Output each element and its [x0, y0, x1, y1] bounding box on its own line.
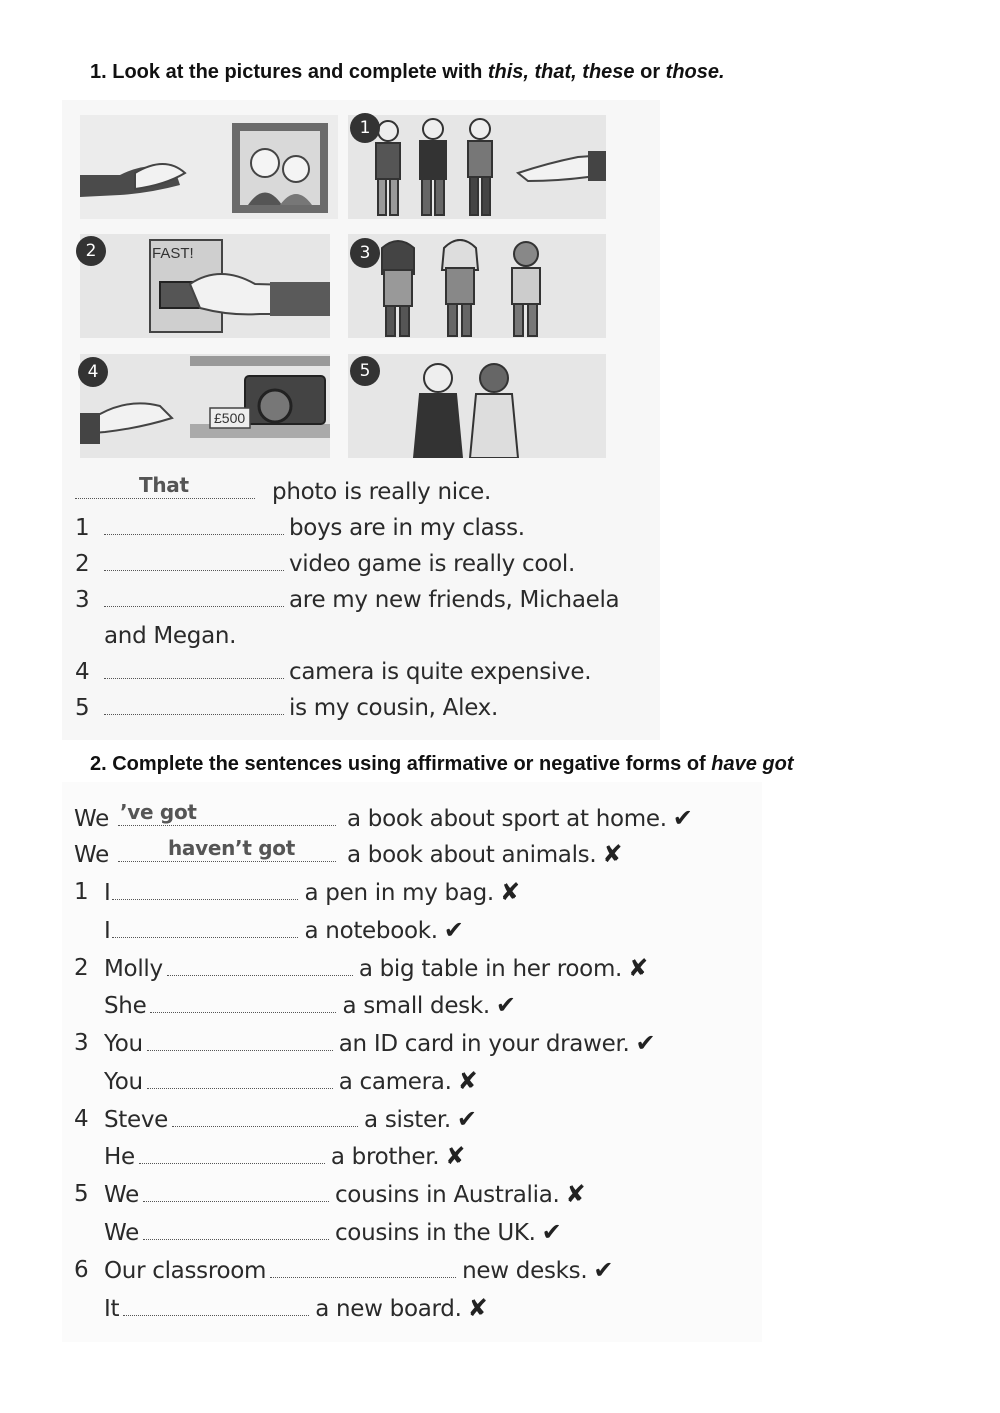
subject-text: He [104, 1144, 135, 1170]
subject-text: We [104, 1220, 139, 1246]
price-tag-text: £500 [214, 410, 246, 426]
exercise-1-item [104, 549, 575, 579]
answer-blank[interactable] [104, 552, 284, 571]
tick-icon: ✔ [443, 916, 464, 944]
tick-icon: ✔ [541, 1218, 562, 1246]
cross-icon: ✘ [628, 954, 648, 982]
picture-5-cousin [348, 354, 606, 458]
exercise-2-item [104, 1104, 477, 1135]
heading-text: 1. Look at the pictures and complete with [90, 61, 488, 83]
item-number: 5 [75, 695, 90, 721]
sentence-text: cousins in the UK. [334, 1220, 536, 1246]
sentence-text: cousins in Australia. [334, 1182, 560, 1208]
cross-icon: ✘ [499, 878, 520, 906]
item-number: 6 [74, 1257, 89, 1283]
sentence-text: a small desk. [342, 993, 490, 1019]
exercise-1-item [104, 693, 498, 723]
heading-text: or [634, 61, 666, 83]
three-girls-illustration [348, 234, 606, 338]
subject-text: We [74, 842, 109, 868]
answer-blank[interactable] [270, 1259, 456, 1278]
exercise-1-example [75, 473, 492, 507]
exercise-2-item [104, 877, 520, 908]
subject-text: I [104, 918, 111, 944]
answer-blank[interactable] [167, 957, 353, 976]
hand-pointing-photo-illustration [80, 115, 338, 219]
cross-icon: ✘ [602, 840, 623, 868]
answer-blank[interactable] [112, 919, 298, 938]
exercise-2-item [104, 1255, 613, 1286]
hand-holding-game-illustration [80, 234, 330, 338]
answer-blank[interactable] [104, 588, 284, 607]
answer-blank[interactable] [75, 473, 255, 499]
sign-text: FAST! [152, 245, 194, 262]
subject-text: She [104, 993, 147, 1019]
answer-blank[interactable] [143, 1221, 329, 1240]
exercise-2-item [104, 990, 516, 1021]
sentence-text: a camera. [338, 1069, 452, 1095]
picture-number-badge: 4 [78, 357, 108, 387]
sentence-text: an ID card in your drawer. [338, 1031, 630, 1057]
subject-text: Our classroom [104, 1258, 267, 1284]
sentence-text: is my cousin, Alex. [289, 695, 498, 721]
answer-blank[interactable] [112, 881, 298, 900]
answer-blank[interactable] [104, 696, 284, 715]
answer-blank[interactable] [172, 1108, 358, 1127]
sentence-text: a book about animals. [346, 842, 597, 868]
item-number: 5 [74, 1181, 89, 1207]
exercise-1-item [104, 585, 619, 615]
cross-icon: ✘ [467, 1294, 488, 1322]
sentence-text: a brother. [330, 1144, 440, 1170]
exercise-2-example [74, 836, 623, 870]
subject-text: You [104, 1031, 143, 1057]
item-number: 1 [74, 879, 89, 905]
sentence-text: a pen in my bag. [304, 880, 494, 906]
answer-blank[interactable] [143, 1183, 329, 1202]
exercise-1-item [104, 657, 591, 687]
subject-text: I [104, 880, 111, 906]
sentence-text: a notebook. [304, 918, 438, 944]
example-answer: That [139, 473, 189, 497]
subject-text: Steve [104, 1107, 169, 1133]
picture-number-badge: 2 [76, 236, 106, 266]
picture-number-badge: 1 [350, 113, 380, 143]
sentence-text: new desks. [462, 1258, 588, 1284]
answer-blank[interactable] [118, 836, 336, 862]
answer-blank[interactable] [123, 1297, 309, 1316]
sentence-text: a book about sport at home. [346, 806, 667, 832]
item-number: 4 [75, 659, 90, 685]
exercise-2-item [104, 1179, 585, 1210]
cross-icon: ✘ [457, 1067, 478, 1095]
answer-blank[interactable] [139, 1145, 325, 1164]
sentence-text: photo is really nice. [272, 479, 492, 505]
subject-text: It [104, 1296, 120, 1322]
exercise-2-item [104, 1066, 477, 1097]
tick-icon: ✔ [593, 1256, 614, 1284]
sentence-text: camera is quite expensive. [289, 659, 592, 685]
tick-icon: ✔ [635, 1029, 656, 1057]
exercise-2-item [104, 953, 648, 984]
exercise-2-heading [90, 753, 794, 776]
item-number: 2 [75, 551, 90, 577]
item-number: 2 [74, 955, 89, 981]
answer-blank[interactable] [147, 1032, 333, 1051]
two-boys-illustration [348, 354, 606, 458]
sentence-text: a big table in her room. [358, 956, 623, 982]
sentence-text: are my new friends, Michaela [289, 587, 620, 613]
heading-text: 2. Complete the sentences using affirmative or negative forms of [90, 753, 712, 775]
sentence-text: video game is really cool. [289, 551, 575, 577]
heading-italic-words: have got [711, 753, 794, 775]
example-answer: ’ve got [119, 800, 197, 824]
exercise-2-item [104, 915, 464, 946]
picture-2-video-game [80, 234, 330, 338]
item-number: 3 [74, 1030, 89, 1056]
exercise-2-item [104, 1293, 487, 1324]
example-answer: haven’t got [167, 836, 295, 860]
item-number: 3 [75, 587, 90, 613]
picture-0-photo [80, 115, 338, 219]
answer-blank[interactable] [118, 800, 336, 826]
tick-icon: ✔ [456, 1105, 477, 1133]
tick-icon: ✔ [495, 991, 516, 1019]
subject-text: Molly [104, 956, 163, 982]
picture-number-badge: 5 [350, 356, 380, 386]
exercise-1-item [104, 513, 525, 543]
answer-blank[interactable] [150, 994, 336, 1013]
subject-text: You [104, 1069, 143, 1095]
item-number: 4 [74, 1106, 89, 1132]
exercise-2-item [104, 1028, 655, 1059]
sentence-text: boys are in my class. [289, 515, 525, 541]
heading-italic-words: this, that, these [487, 61, 635, 83]
picture-1-boys [348, 115, 606, 219]
picture-3-friends [348, 234, 606, 338]
subject-text: We [104, 1182, 139, 1208]
cross-icon: ✘ [445, 1142, 466, 1170]
exercise-2-example [74, 800, 693, 834]
exercise-2-item [104, 1141, 465, 1172]
hand-pointing-camera-illustration [80, 354, 330, 458]
item-number: 1 [75, 515, 90, 541]
subject-text: We [74, 806, 109, 832]
answer-blank[interactable] [147, 1070, 333, 1089]
three-boys-illustration [348, 115, 606, 219]
heading-italic-words: those. [665, 61, 725, 83]
exercise-1-heading [90, 61, 725, 84]
exercise-2-item [104, 1217, 561, 1248]
cross-icon: ✘ [565, 1180, 586, 1208]
picture-4-camera [80, 354, 330, 458]
tick-icon: ✔ [672, 804, 693, 832]
sentence-text: a sister. [364, 1107, 451, 1133]
picture-number-badge: 3 [350, 238, 380, 268]
answer-blank[interactable] [104, 660, 284, 679]
answer-blank[interactable] [104, 516, 284, 535]
sentence-continuation: and Megan. [104, 623, 237, 649]
sentence-text: a new board. [315, 1296, 462, 1322]
